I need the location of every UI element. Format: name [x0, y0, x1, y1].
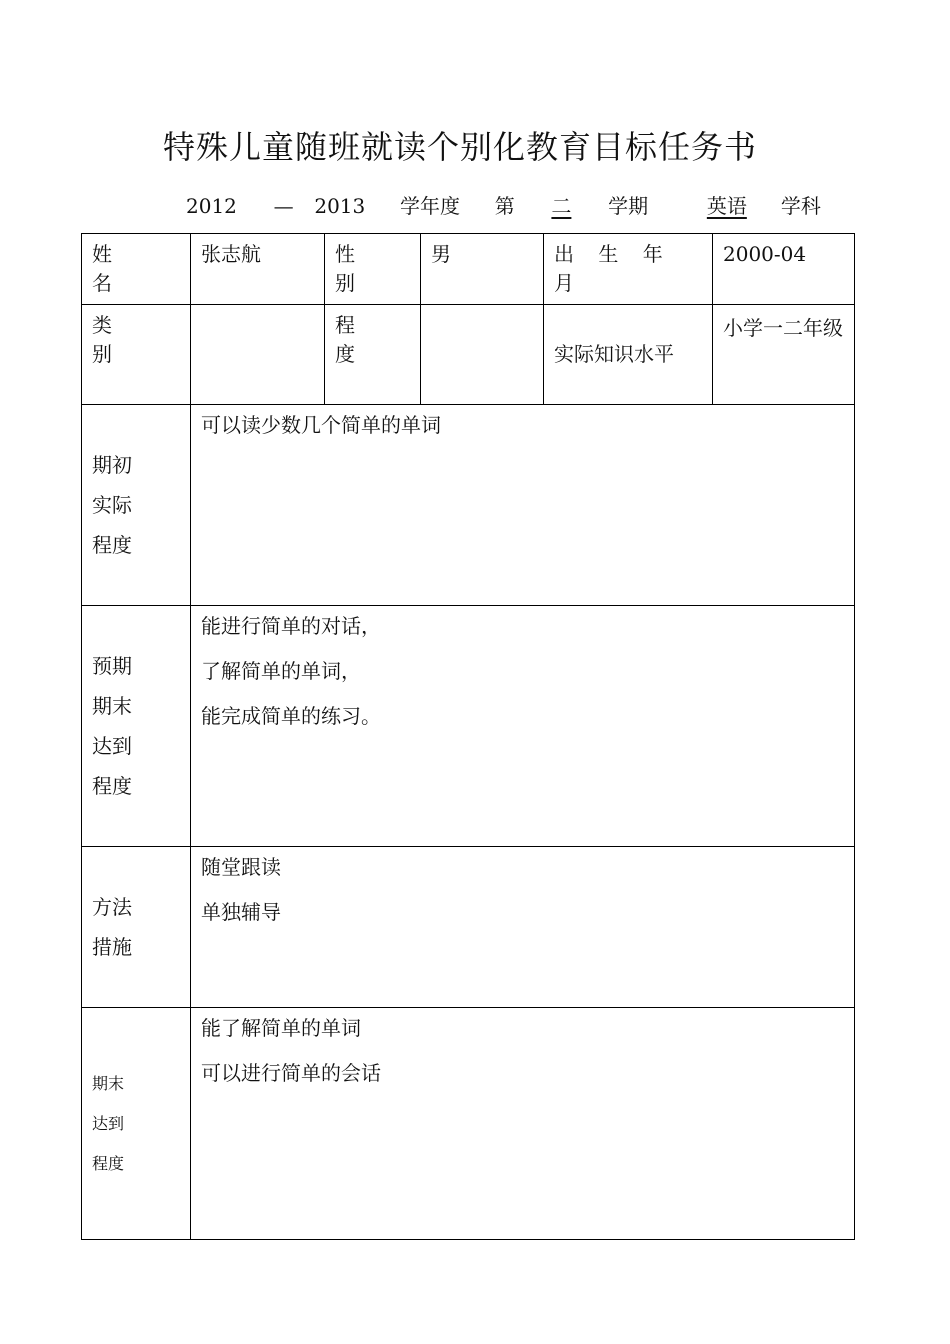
subject-label: 学科: [780, 194, 821, 218]
initial-label-line: 实际: [92, 493, 132, 517]
initial-level-label: [82, 405, 191, 606]
gender-value: 男: [421, 234, 544, 305]
expected-line: 能完成简单的练习。: [201, 704, 381, 728]
final-line: 可以进行简单的会话: [201, 1061, 381, 1085]
initial-line: 可以读少数几个简单的单词: [201, 413, 441, 437]
methods-content: [191, 847, 855, 1008]
name-label: 姓 名: [82, 234, 191, 305]
degree-value: [421, 305, 544, 405]
name-value: 张志航: [191, 234, 325, 305]
iep-table: [81, 233, 855, 1240]
expected-label-line: 期末: [92, 694, 132, 718]
final-label-line: 程度: [92, 1153, 125, 1173]
initial-label-line: 程度: [92, 533, 132, 557]
degree-label: 程 度: [325, 305, 421, 405]
year-end: 2013: [314, 194, 366, 218]
gender-label: 性 别: [325, 234, 421, 305]
expected-level-content: [191, 606, 855, 847]
final-line: 能了解简单的单词: [201, 1016, 361, 1040]
expected-label-line: 程度: [92, 774, 132, 798]
methods-label-line: 措施: [92, 935, 132, 959]
school-year-label: 学年度: [399, 194, 460, 218]
initial-level-content: [191, 405, 855, 606]
expected-label-line: 达到: [92, 734, 132, 758]
term-subheader: [186, 190, 821, 219]
methods-line: 单独辅导: [201, 900, 281, 924]
expected-line: 能进行简单的对话，: [201, 614, 381, 638]
expected-label-line: 预期: [92, 654, 132, 678]
term-number: 二: [551, 194, 572, 218]
knowledge-value: 小学一二年级: [713, 305, 855, 405]
methods-label: [82, 847, 191, 1008]
knowledge-label: 实际知识水平: [544, 305, 713, 405]
category-label: 类 别: [82, 305, 191, 405]
final-level-label: [82, 1008, 191, 1240]
subject-value: 英语: [706, 194, 747, 218]
methods-line: 随堂跟读: [201, 855, 281, 879]
birth-value: 2000-04: [713, 234, 855, 305]
birth-label: 出 生 年 月: [544, 234, 713, 305]
expected-level-label: [82, 606, 191, 847]
category-value: [191, 305, 325, 405]
final-label-line: 达到: [92, 1113, 125, 1133]
year-dash: —: [273, 194, 294, 218]
year-start: 2012: [186, 194, 237, 218]
expected-line: 了解简单的单词，: [201, 659, 361, 683]
di-label: 第: [494, 194, 515, 218]
final-label-line: 期末: [92, 1073, 125, 1093]
term-label: 学期: [608, 194, 649, 218]
document-title: 特殊儿童随班就读个别化教育目标任务书: [162, 128, 757, 166]
initial-label-line: 期初: [92, 453, 132, 477]
methods-label-line: 方法: [92, 895, 132, 919]
final-level-content: [191, 1008, 855, 1240]
